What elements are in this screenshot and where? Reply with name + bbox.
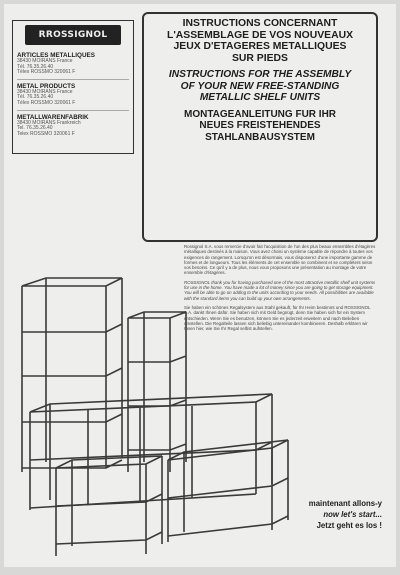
heading-english xyxy=(150,69,370,104)
heading-english-line: OF YOUR NEW FREE-STANDING xyxy=(180,80,340,92)
division-name: ARTICLES METALLIQUES xyxy=(17,52,95,59)
division-address-line: Telex ROSSMO 320061 F xyxy=(17,130,75,137)
footer-german: Jetzt geht es los ! xyxy=(316,521,382,530)
instruction-sheet xyxy=(4,4,396,567)
footer-start-text xyxy=(309,498,382,531)
heading-french-line: L'ASSEMBLAGE DE VOS NOUVEAUX xyxy=(166,29,354,41)
company-divisions xyxy=(17,49,129,137)
heading-french-line: JEUX D'ETAGERES METALLIQUES xyxy=(173,41,347,52)
heading-french-line: SUR PIEDS xyxy=(231,52,288,64)
division-name: METALLWARENFABRIK xyxy=(17,113,89,121)
division-address-line: Tél. 76.35.26.40 xyxy=(17,94,54,101)
footer-french: maintenant allons-y xyxy=(308,499,382,508)
title-box xyxy=(142,12,378,242)
division-address-line: Tél. 76.35.26.40 xyxy=(17,63,54,70)
rossignol-logo: RROSSIGNOL xyxy=(25,25,121,45)
heading-german xyxy=(150,109,370,144)
heading-english-line: INSTRUCTIONS FOR THE ASSEMBLY xyxy=(168,69,352,80)
division-address-line: 38430 MOIRANS France xyxy=(17,88,73,95)
intro-paragraph-german: Sie haben ein schönes Regalsystem aus Stahl gekauft, für Ihr Heim bestimmt und ROSSIGNOL S.A. dankt Ihnen dafür. Sie haben sich mit Geld begnügt, denn Sie haben sich für ein System entschieden. Wenn Sie es benutzen, können Sie es jederzeit erweitern und nach Belieben umstellen. Die Regalteile lassen sich beliebig untereinander kombinieren. Deshalb erklären wir Ihnen hier, wie Sie Ihr Regal selbst aufstellen. xyxy=(184,304,371,332)
intro-paragraph-english: ROSSIGNOL thank you for having purchased one of the most attractive metallic shelf unit systems for use in the home. You have made a lot of money since you are going to get storage equipment. You will be able to go on adding to the units according to your needs. All possibilities are available with the standard items you can build up your own arrangements. xyxy=(184,279,376,301)
heading-german-line: NEUES FREISTEHENDES xyxy=(199,120,321,131)
division-address-line: 38430 MOIRANS France xyxy=(17,58,73,64)
heading-english-line: METALLIC SHELF UNITS xyxy=(199,92,321,103)
intro-paragraph-french: Rossignol S.A. vous remercie d'avoir fait l'acquisition de l'un des plus beaux ensembles d'étagères métalliques destinés à la maison. Vous avez choisi un système capable de répondre à toutes vos exigences de rangement. Lorsqu'on est désormais, vous disposerez d'une importante gamme de formes et de longueurs. Tous les éléments de cet ensemble se combinent et se complètent selon vos besoins. Ce qu'il y a de plus, nous vous proposons une présentation au montage de votre ensemble d'étagères. xyxy=(184,244,376,276)
heading-french xyxy=(150,18,370,64)
heading-german-line: STAHLANBAUSYSTEM xyxy=(205,131,315,143)
company-info-box xyxy=(12,20,134,154)
company-division xyxy=(17,49,129,76)
company-division xyxy=(17,110,129,138)
heading-german-line: MONTAGEANLEITUNG FUR IHR xyxy=(183,108,337,120)
division-name: METAL PRODUCTS xyxy=(17,82,76,90)
division-address-line: Télex ROSSMO 320061 F xyxy=(17,99,76,106)
division-address-line: 38430 MOIRANS Frankreich xyxy=(17,119,81,126)
division-address-line: Tel. 76.35.26.40 xyxy=(17,125,53,132)
footer-english: now let's start... xyxy=(323,510,382,519)
company-division xyxy=(17,79,129,107)
shelf-units-illustration xyxy=(10,272,310,562)
division-address-line: Télex ROSSMO 320061 F xyxy=(17,69,76,76)
heading-french-line: INSTRUCTIONS CONCERNANT xyxy=(182,18,338,29)
